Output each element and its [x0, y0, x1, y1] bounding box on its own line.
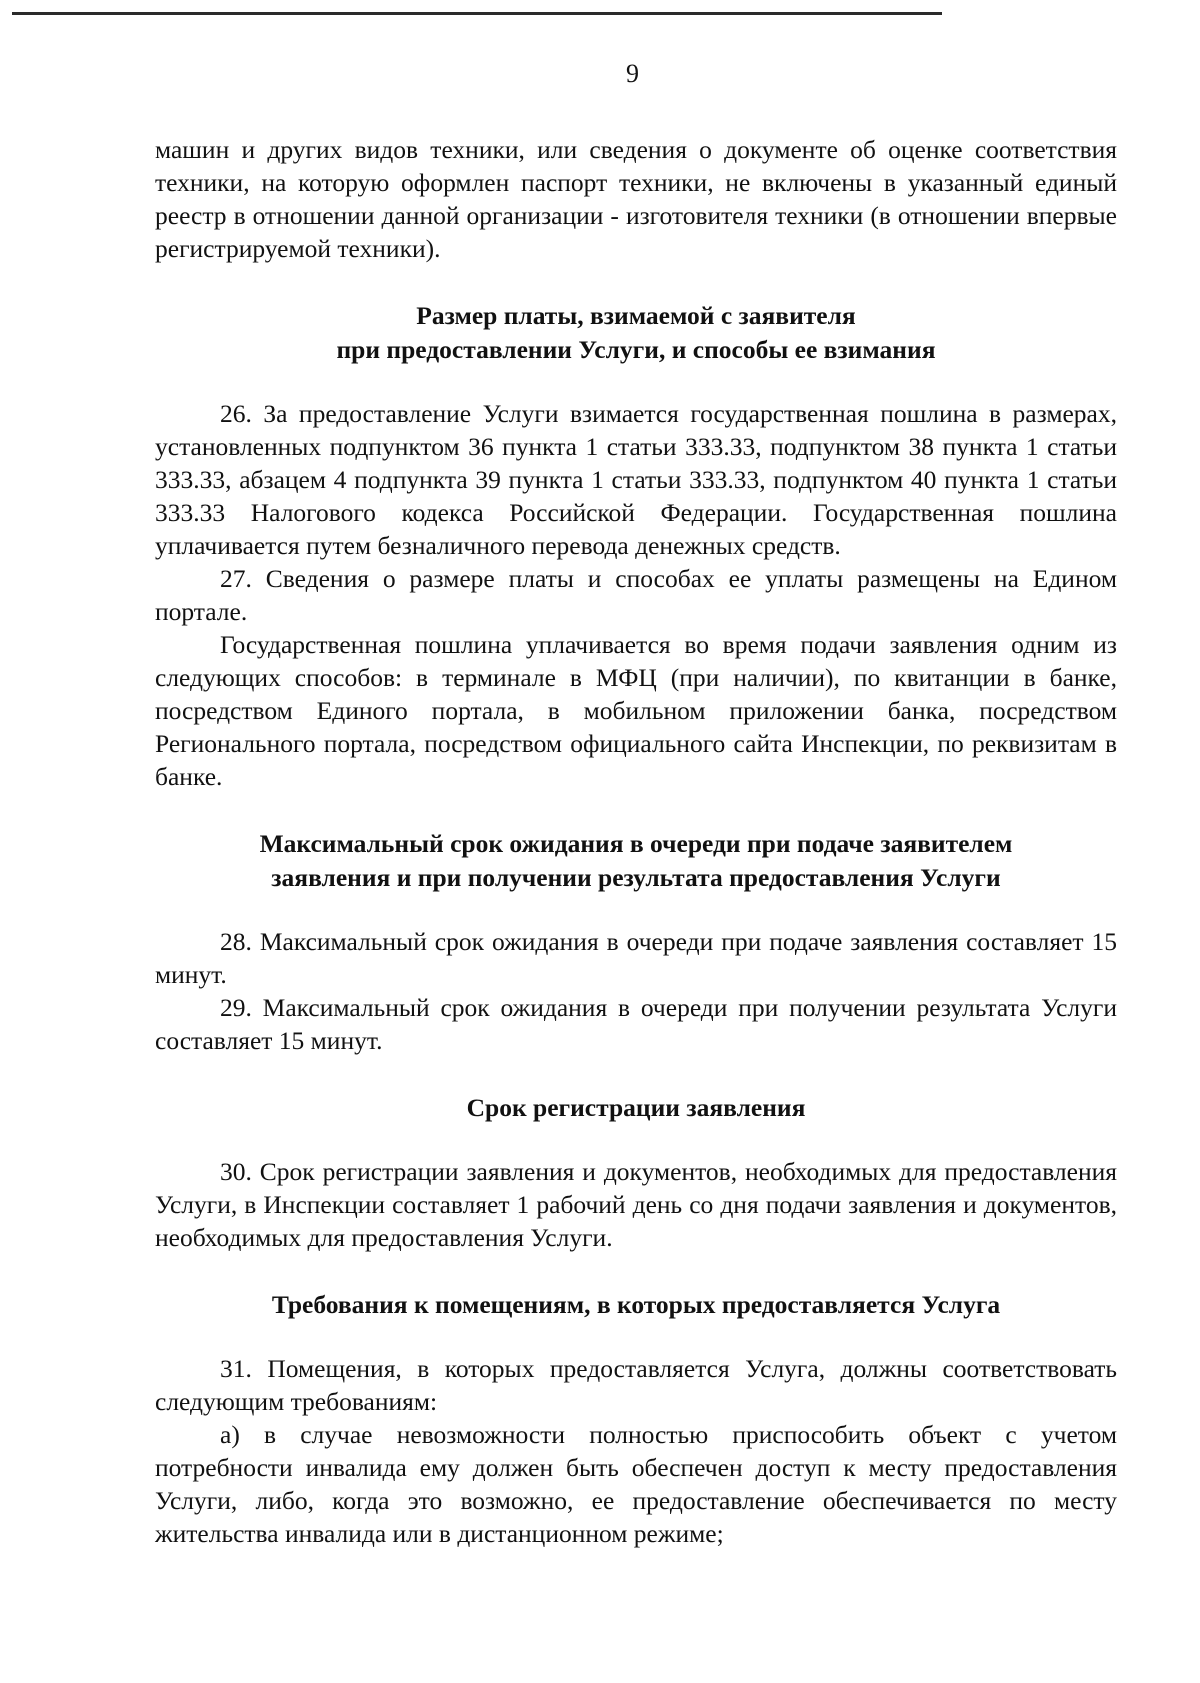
section-heading: [155, 299, 1117, 367]
paragraph: 29. Максимальный срок ожидания в очереди при получении результата Услуги составляет 15 минут.: [155, 993, 1117, 1055]
paragraph: машин и других видов техники, или сведения о документе об оценке соответствия техники, на которую оформлен паспорт техники, не включены в указанный единый реестр в отношении данной организации - изготовителя техники (в отношении впервые регистрируемой техники).: [155, 135, 1117, 263]
section-heading-line: при предоставлении Услуги, и способы ее взимания: [336, 335, 936, 364]
paragraph: 30. Срок регистрации заявления и документов, необходимых для предоставления Услуги, в Инспекции составляет 1 рабочий день со дня подачи заявления и документов, необходимых для предоставления Услуги.: [155, 1157, 1117, 1252]
paragraph: 26. За предоставление Услуги взимается государственная пошлина в размерах, установленных подпунктом 36 пункта 1 статьи 333.33, подпунктом 38 пункта 1 статьи 333.33, абзацем 4 подпункта 39 пункта 1 статьи 333.33, подпунктом 40 пункта 1 статьи 333.33 Налогового кодекса Российской Федерации. Государственная пошлина уплачивается путем безналичного перевода денежных средств.: [155, 399, 1117, 560]
top-rule: [12, 12, 942, 15]
paragraph: 28. Максимальный срок ожидания в очереди при подаче заявления составляет 15 минут.: [155, 927, 1117, 989]
section-heading-line: Размер платы, взимаемой с заявителя: [416, 301, 856, 330]
section-heading: [155, 1288, 1117, 1322]
paragraph: а) в случае невозможности полностью приспособить объект с учетом потребности инвалида ему должен быть обеспечен доступ к месту предоставления Услуги, либо, когда это возможно, ее предоставление обеспечивается по месту жительства инвалида или в дистанционном режиме;: [155, 1420, 1117, 1548]
page-number: 9: [626, 59, 639, 88]
section-heading-line: Срок регистрации заявления: [466, 1093, 806, 1122]
paragraph: 27. Сведения о размере платы и способах ее уплаты размещены на Едином портале.: [155, 564, 1117, 626]
section-heading-line: Требования к помещениям, в которых предоставляется Услуга: [271, 1290, 1001, 1319]
document-body: [155, 133, 1117, 1550]
section-heading: [155, 1091, 1117, 1125]
paragraph: 31. Помещения, в которых предоставляется Услуга, должны соответствовать следующим требованиям:: [155, 1354, 1117, 1416]
section-heading-line: Максимальный срок ожидания в очереди при подаче заявителем: [259, 829, 1013, 858]
section-heading: [155, 827, 1117, 895]
paragraph: Государственная пошлина уплачивается во время подачи заявления одним из следующих способов: в терминале в МФЦ (при наличии), по квитанции в банке, посредством Единого портала, в мобильном приложении банка, посредством Регионального портала, посредством официального сайта Инспекции, по реквизитам в банке.: [155, 630, 1117, 791]
section-heading-line: заявления и при получении результата предоставления Услуги: [271, 863, 1001, 892]
